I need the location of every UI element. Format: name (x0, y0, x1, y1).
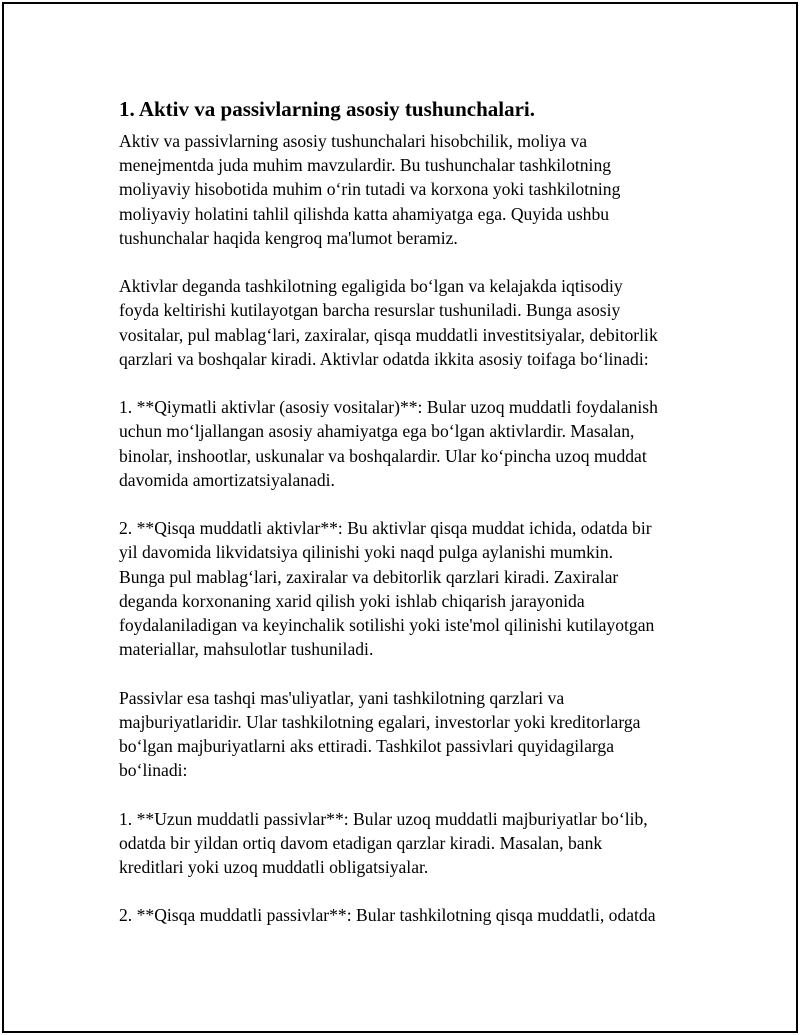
text-line: binolar, inshootlar, uskunalar va boshqalardir. Ular koʻpincha uzoq muddat (119, 445, 647, 466)
text-line: Passivlar esa tashqi mas'uliyatlar, yani tashkilotning qarzlari va (119, 687, 565, 708)
text-line: moliyaviy hisobotida muhim oʻrin tutadi va korxona yoki tashkilotning (119, 179, 621, 200)
text-line: qarzlari va boshqalar kiradi. Aktivlar odatda ikkita asosiy toifaga boʻlinadi: (119, 348, 649, 369)
text-line: 2. **Qisqa muddatli passivlar**: Bular tashkilotning qisqa muddatli, odatda (119, 905, 656, 926)
text-line: yil davomida likvidatsiya qilinishi yoki naqd pulga aylanishi mumkin. (119, 542, 614, 563)
text-line: Bunga pul mablagʻlari, zaxiralar va debitorlik qarzlari kiradi. Zaxiralar (119, 566, 619, 587)
paragraph-list-item-2 (119, 516, 694, 661)
text-line: moliyaviy holatini tahlil qilishda katta ahamiyatga ega. Quyida ushbu (119, 203, 610, 224)
document-page (2, 2, 798, 1033)
text-line: Aktiv va passivlarning asosiy tushunchalari hisobchilik, moliya va (119, 131, 588, 151)
text-line: 1. **Qiymatli aktivlar (asosiy vositalar)**: Bular uzoq muddatli foydalanish (119, 397, 658, 418)
text-line: deganda korxonaning xarid qilish yoki ishlab chiqarish jarayonida (119, 590, 585, 611)
paragraph-list-item-4 (119, 903, 694, 927)
text-line: kreditlari yoki uzoq muddatli obligatsiyalar. (119, 857, 429, 878)
text-line: boʻlinadi: (119, 760, 188, 781)
text-line: foyda keltirishi kutilayotgan barcha resurslar tushuniladi. Bunga asosiy (119, 300, 621, 321)
paragraph-passivlar (119, 686, 694, 783)
text-line: 1. **Uzun muddatli passivlar**: Bular uzoq muddatli majburiyatlar boʻlib, (119, 808, 648, 829)
text-line: davomida amortizatsiyalanadi. (119, 469, 335, 490)
text-line: vositalar, pul mablagʻlari, zaxiralar, qisqa muddatli investitsiyalar, debitorlik (119, 324, 658, 345)
text-line: odatda bir yildan ortiq davom etadigan qarzlar kiradi. Masalan, bank (119, 832, 603, 853)
text-line: boʻlgan majburiyatlarni aks ettiradi. Tashkilot passivlari quyidagilarga (119, 736, 615, 757)
paragraph-aktivlar (119, 274, 694, 371)
text-line: uchun moʻljallangan asosiy ahamiyatga ega boʻlgan aktivlardir. Masalan, (119, 421, 635, 442)
paragraph-intro (119, 129, 694, 250)
section-heading: 1. Aktiv va passivlarning asosiy tushunchalari. (119, 97, 536, 121)
paragraph-list-item-3 (119, 807, 694, 880)
paragraph-list-item-1 (119, 395, 694, 492)
text-line: tushunchalar haqida kengroq ma'lumot beramiz. (119, 227, 458, 248)
document-body (119, 96, 694, 952)
text-line: 2. **Qisqa muddatli aktivlar**: Bu aktivlar qisqa muddat ichida, odatda bir (119, 518, 652, 539)
text-line: majburiyatlaridir. Ular tashkilotning egalari, investorlar yoki kreditorlarga (119, 711, 641, 732)
text-line: Aktivlar deganda tashkilotning egaligida boʻlgan va kelajakda iqtisodiy (119, 276, 623, 297)
text-line: foydalaniladigan va keyinchalik sotilishi yoki iste'mol qilinishi kutilayotgan (119, 615, 655, 636)
text-line: materiallar, mahsulotlar tushuniladi. (119, 639, 374, 660)
text-line: menejmentda juda muhim mavzulardir. Bu tushunchalar tashkilotning (119, 155, 612, 176)
